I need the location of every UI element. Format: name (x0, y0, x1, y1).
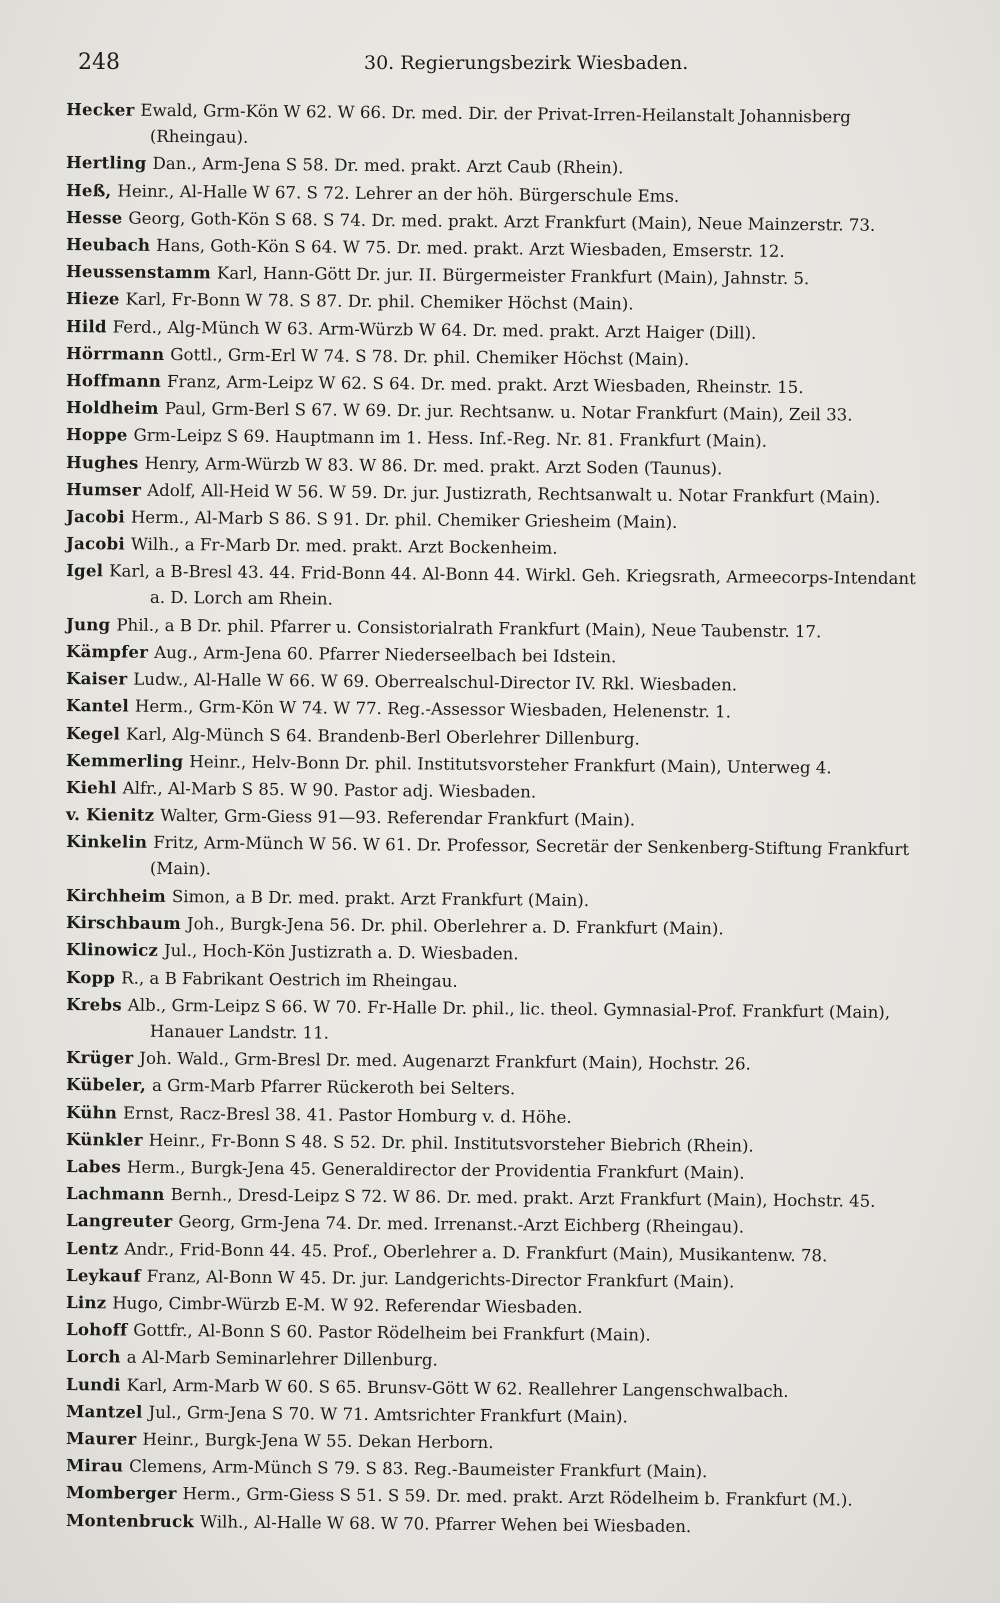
entry-details: Jul., Hoch-Kön Justizrath a. D. Wiesbaden. (163, 941, 519, 964)
entry-surname: Heubach (65, 234, 151, 255)
entry-details: a Grm-Marb Pfarrer Rückeroth bei Selters. (151, 1076, 516, 1099)
entry-details: Wilh., Al-Halle W 68. W 70. Pfarrer Wehen bei Wiesbaden. (199, 1511, 692, 1536)
entry-details: Heinr., Al-Halle W 67. S 72. Lehrer an der höh. Bürgerschule Ems. (117, 181, 680, 206)
entry-surname: Hieze (65, 288, 120, 309)
entry-details: Dan., Arm-Jena S 58. Dr. med. prakt. Arzt Caub (Rhein). (152, 154, 624, 178)
entry-surname: Kantel (65, 695, 130, 717)
entry-surname: Jacobi (65, 506, 125, 527)
entry-details: Adolf, All-Heid W 56. W 59. Dr. jur. Justizrath, Rechtsanwalt u. Notar Frankfurt (Main). (147, 480, 881, 507)
entry-details: Herm., Grm-Kön W 74. W 77. Reg.-Assessor Wiesbaden, Helenenstr. 1. (134, 697, 732, 722)
entry-surname: Klinowicz (65, 939, 159, 961)
directory-entries (66, 96, 926, 1534)
entry-details: Ewald, Grm-Kön W 62. W 66. Dr. med. Dir. der Privat-Irren-Heilanstalt Johannisberg (Rheingau). (140, 100, 851, 147)
entry-details: Karl, Hann-Gött Dr. jur. II. Bürgermeister Frankfurt (Main), Jahnstr. 5. (216, 263, 810, 289)
entry-details: Hans, Goth-Kön S 64. W 75. Dr. med. prakt. Arzt Wiesbaden, Emserstr. 12. (156, 235, 785, 261)
entry-details: Phil., a B Dr. phil. Pfarrer u. Consistorialrath Frankfurt (Main), Neue Taubenstr. 17. (116, 615, 822, 642)
entry-surname: Lundi (65, 1373, 121, 1395)
entry-surname: Hoffmann (65, 370, 162, 391)
entry-surname: Heß, (65, 179, 112, 201)
entry-surname: Kiehl (65, 777, 117, 798)
entry-surname: Kemmerling (65, 749, 184, 772)
entry-details: Herm., Al-Marb S 86. S 91. Dr. phil. Chemiker Griesheim (Main). (130, 507, 678, 532)
entry-surname: Hecker (66, 99, 135, 120)
entry-details: Karl, Fr-Bonn W 78. S 87. Dr. phil. Chemiker Höchst (Main). (125, 289, 634, 314)
entry-surname: Krebs (66, 993, 122, 1015)
directory-entry (66, 96, 926, 158)
entry-details: Grm-Leipz S 69. Hauptmann im 1. Hess. Inf.-Reg. Nr. 81. Frankfurt (Main). (133, 426, 767, 452)
entry-surname: Kühn (65, 1101, 118, 1123)
entry-details: Andr., Frid-Bonn 44. 45. Prof., Oberlehrer a. D. Frankfurt (Main), Musikantenw. 78. (124, 1239, 828, 1265)
entry-details: Franz, Arm-Leipz W 62. S 64. Dr. med. prakt. Arzt Wiesbaden, Rheinstr. 15. (166, 372, 804, 398)
entry-surname: Humser (65, 478, 142, 500)
entry-surname: Hild (65, 315, 107, 337)
entry-surname: Maurer (65, 1427, 137, 1449)
entry-details: Wilh., a Fr-Marb Dr. med. prakt. Arzt Bockenheim. (130, 534, 558, 558)
entry-surname: Montenbruck (65, 1509, 195, 1531)
entry-details: Karl, Alg-Münch S 64. Brandenb-Berl Oberlehrer Dillenburg. (126, 724, 640, 749)
entry-details: Heinr., Helv-Bonn Dr. phil. Institutsvorsteher Frankfurt (Main), Unterweg 4. (189, 752, 832, 778)
entry-surname: Lorch (65, 1346, 121, 1367)
entry-surname: Jacobi (65, 533, 125, 554)
entry-surname: Labes (65, 1155, 122, 1177)
entry-surname: Heussenstamm (65, 261, 211, 283)
entry-surname: Hesse (65, 206, 123, 228)
entry-details: Karl, Arm-Marb W 60. S 65. Brunsv-Gött W 62. Reallehrer Langenschwalbach. (126, 1375, 789, 1401)
entry-surname: Momberger (65, 1482, 177, 1504)
entry-details: Aug., Arm-Jena 60. Pfarrer Niederseelbach bei Idstein. (154, 642, 617, 667)
entry-details: Karl, a B-Bresl 43. 44. Frid-Bonn 44. Al-Bonn 44. Wirkl. Geh. Kriegsrath, Armeecorps-Intendant a. D. Lorch am Rhein. (109, 561, 916, 610)
entry-surname: Kübeler, (65, 1074, 147, 1096)
entry-details: Paul, Grm-Berl S 67. W 69. Dr. jur. Rechtsanw. u. Notar Frankfurt (Main), Zeil 33. (164, 399, 853, 425)
entry-surname: Kämpfer (65, 641, 149, 662)
entry-details: Heinr., Burgk-Jena W 55. Dekan Herborn. (142, 1429, 494, 1453)
entry-surname: Kirschbaum (65, 912, 182, 934)
entry-details: Henry, Arm-Würzb W 83. W 86. Dr. med. prakt. Arzt Soden (Taunus). (144, 453, 723, 478)
entry-surname: Hertling (65, 152, 147, 174)
entry-details: Hugo, Cimbr-Würzb E-M. W 92. Referendar Wiesbaden. (112, 1293, 583, 1317)
directory-entry (66, 991, 926, 1053)
entry-details: Herm., Grm-Giess S 51. S 59. Dr. med. prakt. Arzt Rödelheim b. Frankfurt (M.). (182, 1484, 853, 1510)
entry-surname: Kaiser (65, 668, 128, 689)
entry-details: Heinr., Fr-Bonn S 48. S 52. Dr. phil. Institutsvorsteher Biebrich (Rhein). (148, 1130, 754, 1156)
entry-details: Gottl., Grm-Erl W 74. S 78. Dr. phil. Chemiker Höchst (Main). (170, 344, 690, 369)
entry-details: Ferd., Alg-Münch W 63. Arm-Würzb W 64. Dr. med. prakt. Arzt Haiger (Dill). (112, 317, 757, 343)
entry-surname: Lohoff (65, 1319, 128, 1340)
entry-details: Alfr., Al-Marb S 85. W 90. Pastor adj. Wiesbaden. (122, 778, 537, 802)
entry-details: Ludw., Al-Halle W 66. W 69. Oberrealschul-Director IV. Rkl. Wiesbaden. (133, 669, 738, 695)
entry-surname: Langreuter (65, 1210, 173, 1232)
entry-details: R., a B Fabrikant Oestrich im Rheingau. (121, 968, 458, 991)
entry-surname: Mantzel (65, 1400, 143, 1422)
entry-details: Gottfr., Al-Bonn S 60. Pastor Rödelheim bei Frankfurt (Main). (133, 1320, 651, 1345)
directory-entry (66, 557, 926, 619)
entry-surname: Kirchheim (65, 884, 167, 906)
entry-details: Fritz, Arm-Münch W 56. W 61. Dr. Professor, Secretär der Senkenberg-Stiftung Frankfurt (Main). (149, 833, 910, 880)
entry-details: Joh. Wald., Grm-Bresl Dr. med. Augenarzt Frankfurt (Main), Hochstr. 26. (139, 1048, 751, 1074)
entry-surname: Lachmann (65, 1183, 165, 1205)
entry-surname: Mirau (65, 1455, 124, 1476)
entry-surname: Hoppe (65, 424, 128, 446)
entry-details: Simon, a B Dr. med. prakt. Arzt Frankfurt (Main). (171, 886, 590, 910)
entry-surname: Jung (65, 613, 111, 635)
entry-surname: Hörrmann (65, 342, 165, 364)
entry-details: Georg, Grm-Jena 74. Dr. med. Irrenanst.-Arzt Eichberg (Rheingau). (178, 1212, 745, 1237)
entry-surname: Lentz (65, 1237, 119, 1259)
running-head: 30. Regierungsbezirk Wiesbaden. (364, 52, 689, 74)
entry-surname: Kegel (65, 722, 121, 744)
entry-details: Jul., Grm-Jena S 70. W 71. Amtsrichter Frankfurt (Main). (148, 1402, 628, 1427)
page-number: 248 (78, 50, 120, 75)
entry-surname: Künkler (65, 1128, 143, 1150)
entry-surname: Kinkelin (66, 831, 148, 853)
entry-surname: Kopp (65, 966, 116, 987)
entry-surname: Hughes (65, 451, 139, 473)
entry-details: Bernh., Dresd-Leipz S 72. W 86. Dr. med. prakt. Arzt Frankfurt (Main), Hochstr. 45. (170, 1185, 876, 1211)
entry-surname: Igel (66, 560, 104, 581)
entry-details: Joh., Burgk-Jena 56. Dr. phil. Oberlehrer a. D. Frankfurt (Main). (186, 914, 724, 939)
directory-entry (66, 828, 926, 890)
entry-details: a Al-Marb Seminarlehrer Dillenburg. (126, 1347, 438, 1370)
entry-details: Ernst, Racz-Bresl 38. 41. Pastor Homburg v. d. Höhe. (122, 1103, 572, 1127)
page-header (78, 50, 908, 84)
entry-details: Clemens, Arm-Münch S 79. S 83. Reg.-Baumeister Frankfurt (Main). (129, 1456, 708, 1482)
entry-surname: v. Kienitz (65, 804, 155, 826)
entry-surname: Holdheim (65, 397, 159, 419)
entry-surname: Linz (65, 1291, 107, 1313)
entry-surname: Krüger (65, 1047, 134, 1068)
entry-details: Georg, Goth-Kön S 68. S 74. Dr. med. prakt. Arzt Frankfurt (Main), Neue Mainzerstr. 73. (128, 208, 876, 235)
entry-details: Walter, Grm-Giess 91—93. Referendar Frankfurt (Main). (160, 806, 636, 830)
entry-details: Franz, Al-Bonn W 45. Dr. jur. Landgerichts-Director Frankfurt (Main). (146, 1266, 735, 1292)
entry-details: Alb., Grm-Leipz S 66. W 70. Fr-Halle Dr. phil., lic. theol. Gymnasial-Prof. Frankfurt (Main), Hanauer Landstr. 11. (127, 995, 891, 1043)
entry-surname: Leykauf (65, 1264, 141, 1286)
entry-details: Herm., Burgk-Jena 45. Generaldirector der Providentia Frankfurt (Main). (126, 1157, 745, 1183)
